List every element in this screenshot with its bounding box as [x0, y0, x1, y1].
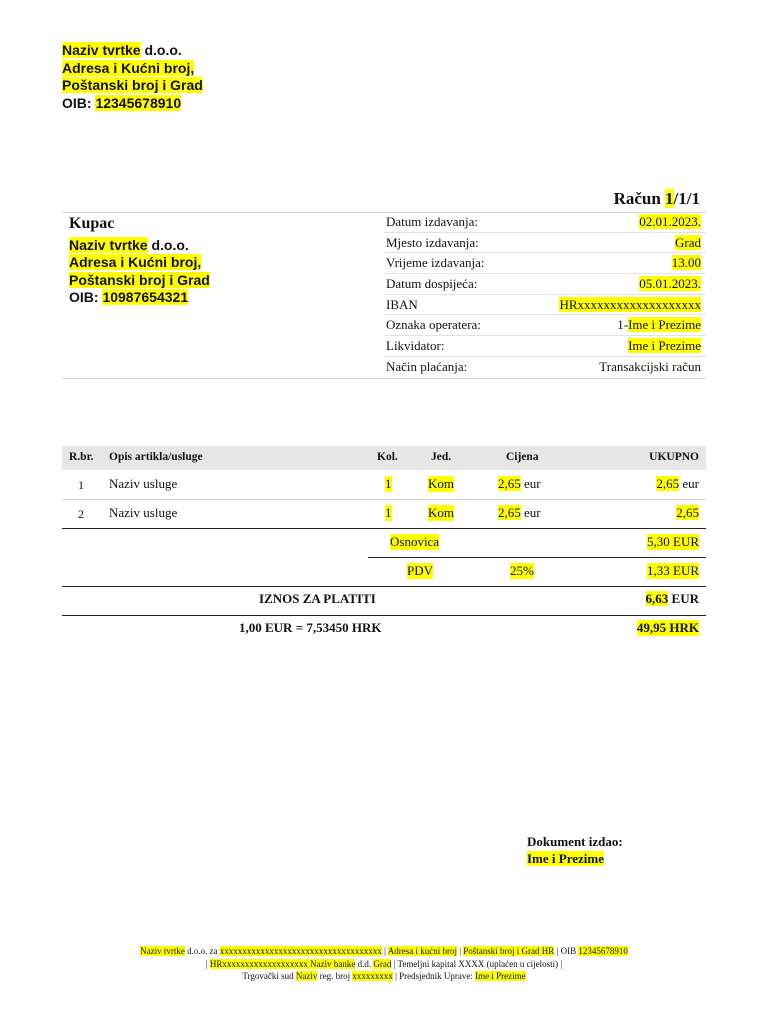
meta-row-operator: Oznaka operatera: 1-Ime i Prezime — [384, 315, 706, 336]
col-rbr: R.br. — [69, 451, 94, 463]
col-description: Opis artikla/usluge — [109, 451, 203, 463]
buyer-city: Poštanski broj i Grad — [69, 271, 210, 288]
row-divider — [62, 499, 706, 500]
vat-row: PDV 25% 1,33 EUR — [407, 563, 699, 578]
header-bottom-divider — [62, 378, 706, 379]
seller-name: Naziv tvrtke d.o.o. — [62, 42, 182, 58]
invoice-meta — [384, 212, 706, 378]
seller-oib: OIB: 12345678910 — [62, 94, 182, 111]
buyer-oib: OIB: 10987654321 — [69, 288, 189, 305]
meta-row-issue-time: Vrijeme izdavanja: 13.00 — [384, 253, 706, 274]
subtotal-divider — [368, 557, 706, 558]
col-price: Cijena — [506, 451, 539, 463]
footer-line-2: | HRxxxxxxxxxxxxxxxxxxx Naziv banke d.d. Grad | Temeljni kapital XXXX (uplaćen u cijelosti) | — [205, 958, 563, 969]
amount-due-row: IZNOS ZA PLATITI 6,63 EUR — [259, 591, 699, 606]
meta-row-due-date: Datum dospijeća: 05.01.2023. — [384, 274, 706, 295]
invoice-title: Račun 1/1/1 — [613, 189, 700, 208]
col-qty: Kol. — [377, 451, 398, 463]
page-footer — [0, 945, 768, 983]
buyer-address: Adresa i Kućni broj, — [69, 254, 202, 271]
meta-row-issue-place: Mjesto izdavanja: Grad — [384, 233, 706, 254]
buyer-name: Naziv tvrtke d.o.o. — [69, 237, 189, 253]
footer-line-3: Trgovački sud Naziv reg. broj xxxxxxxxx | Predsjednik Uprave: Ime i Prezime — [242, 971, 526, 981]
vat-divider — [62, 586, 706, 587]
meta-row-issue-date: Datum izdavanja: 02.01.2023. — [384, 212, 706, 233]
col-total: UKUPNO — [649, 451, 699, 463]
seller-block — [62, 42, 203, 112]
meta-row-liquidator: Likvidator: Ime i Prezime — [384, 336, 706, 357]
issued-by: Dokument izdao: Ime i Prezime — [527, 834, 623, 866]
items-bottom-divider — [62, 528, 706, 529]
table-row: 1 Naziv usluge 1 Kom 2,65 eur 2,65 eur — [78, 476, 699, 492]
col-unit: Jed. — [431, 451, 452, 463]
buyer-heading: Kupac — [69, 215, 115, 232]
items-table-header — [62, 446, 706, 470]
buyer-block — [69, 237, 210, 306]
conversion-row: 1,00 EUR = 7,53450 HRK 49,95 HRK — [239, 620, 699, 635]
subtotal-row: Osnovica 5,30 EUR — [390, 534, 699, 549]
amount-due-divider — [62, 615, 706, 616]
table-row: 2 Naziv usluge 1 Kom 2,65 eur 2,65 — [78, 505, 699, 521]
footer-line-1: Naziv tvrtke d.o.o. za xxxxxxxxxxxxxxxxxxxxxxxxxxxxxxxxxxxx | Adresa i kućni broj | Poštanski broj i Grad HR | OIB 12345678910 — [140, 946, 628, 956]
meta-row-payment-method: Način plaćanja: Transakcijski račun — [386, 359, 701, 375]
meta-row-iban: IBAN HRxxxxxxxxxxxxxxxxxxx — [384, 295, 706, 316]
seller-address: Adresa i Kućni broj, — [62, 59, 195, 76]
seller-city: Poštanski broj i Grad — [62, 77, 203, 93]
